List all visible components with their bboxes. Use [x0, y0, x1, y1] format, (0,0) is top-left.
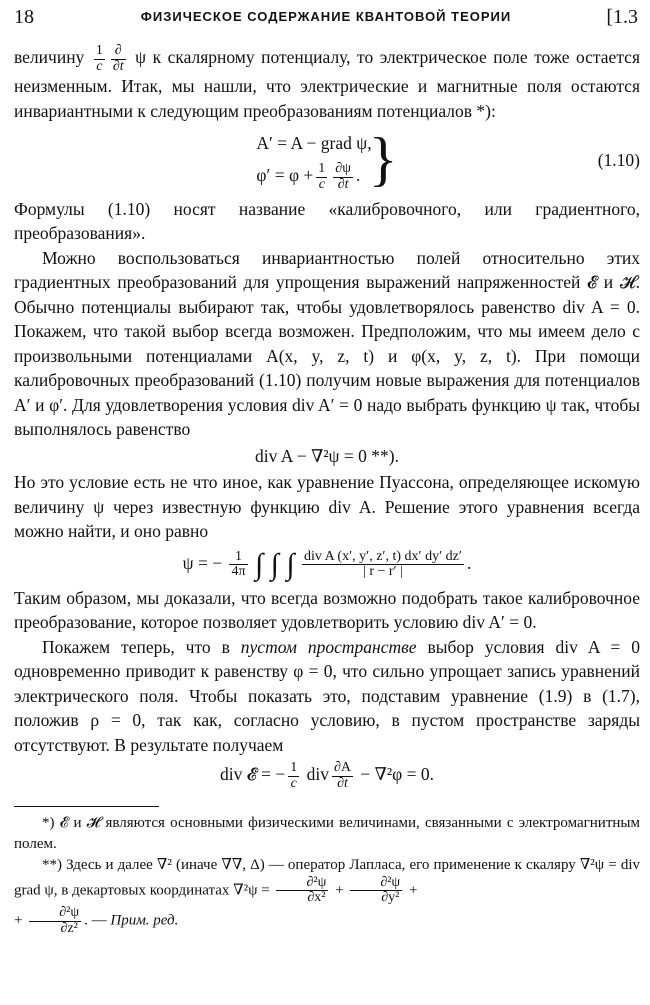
footnote-divider [14, 806, 159, 807]
running-title: ФИЗИЧЕСКОЕ СОДЕРЖАНИЕ КВАНТОВОЙ ТЕОРИИ [140, 9, 512, 24]
paragraph-1: величину $\frac{1}{c}$ $\frac{\partial}{\partial t}$ ψ к скалярному потенциалу, то электрическое поле тоже остается неизменным. Итак, мы нашли, что электрические и магнитные поля остаются инвариантными к следующим преобразованиям потенциалов *): [14, 43, 641, 121]
equation-poisson-condition: div A − ∇²ψ = 0 **). [255, 445, 399, 466]
paragraph-4: Но это условие есть не что иное, как уравнение Пуассона, определяющее искомую величину ψ через известную функцию div A. Решение этого уравнения всегда можно найти, и оно равно [14, 472, 640, 542]
equation-line-phi: φ′ = φ + $\frac{1}{c}$ $\frac{\partial\psi}{\partial t}$ . [256, 161, 361, 192]
section-number: [1.3 [606, 6, 638, 28]
page-header [14, 6, 638, 32]
equation-div-e: div 𝓔 = − $\frac{1}{c}$ div $\frac{\partial A}{\partial t}$ − ∇²φ = 0. [220, 760, 434, 792]
paragraph-2: Формулы (1.10) носят название «калибровочного, или градиентного, преобразования». [14, 198, 640, 244]
paragraph-3: Можно воспользоваться инвариантностью полей относительно этих градиентных преобразований для упрощения выражений напряженностей 𝓔 и 𝓗. Обычно потенциалы выбирают так, чтобы удовлетворялось равенство div A = 0. Покажем, что такой выбор всегда возможен. Предположим, что мы имеем дело с произвольными потенциалами A(x, y, z, t) и φ(x, y, z, t). При помощи калибровочных преобразований (1.10) получим новые выражения для потенциалов A′ и φ′. Для удовлетворения условия div A′ = 0 надо выбрать функцию ψ так, чтобы выполнялось равенство [14, 247, 640, 440]
footnote-1: *) 𝓔 и 𝓗 являются основными физическими величинами, связанными с электромагнитным полем. [14, 814, 640, 852]
editor-note: Прим. ред. [110, 912, 179, 929]
fraction-1-over-c: $\frac{1}{c}$ [95, 43, 103, 74]
page-body [14, 44, 640, 937]
footnote-2: **) Здесь и далее ∇² (иначе ∇∇, Δ) — оператор Лапласа, его применение к скаляру ∇²ψ = div grad ψ, в декартовых координатах ∇²ψ = $\frac{\text{∂²ψ}}{\text{∂x²}}$ + $\frac{\text{∂²ψ}}{\text{∂y²}}$ + + $\frac{\text{∂²ψ}}{\text{∂z²}}$ . — Прим. ред. [14, 856, 640, 936]
equation-poisson-solution: ψ = − $\frac{1}{4\pi}$ ∫ ∫ ∫ $\frac{\text{div A (x′, y′, z′, t) dx′ dy′ dz′}}{| r - r' |}$ . [182, 547, 472, 581]
paragraph-6: Покажем теперь, что в пустом пространстве выбор условия div A = 0 одновременно приводит к равенству φ = 0, что сильно упрощает запись уравнений электрического поля. Чтобы показать это, подставим уравнение (1.9) в (1.7), положив ρ = 0, так как, согласно условию, в пустом пространстве заряды отсутствуют. В результате получаем [14, 636, 641, 755]
emphasis-empty-space: пустом пространстве [240, 636, 417, 657]
triple-integral: ∫ ∫ ∫ [254, 547, 295, 581]
page-number: 18 [14, 6, 34, 28]
paragraph-5: Таким образом, мы доказали, что всегда возможно подобрать такое калибровочное преобразование, которое позволяет удовлетворить условию div A′ = 0. [14, 587, 640, 633]
equation-number: (1.10) [597, 149, 640, 170]
equation-1-10 [14, 127, 640, 192]
fraction-partial-t: $\frac{\partial}{\partial t}$ [112, 43, 124, 74]
right-brace: } [368, 126, 398, 193]
equation-line-a: A′ = A − grad ψ, [256, 133, 372, 154]
